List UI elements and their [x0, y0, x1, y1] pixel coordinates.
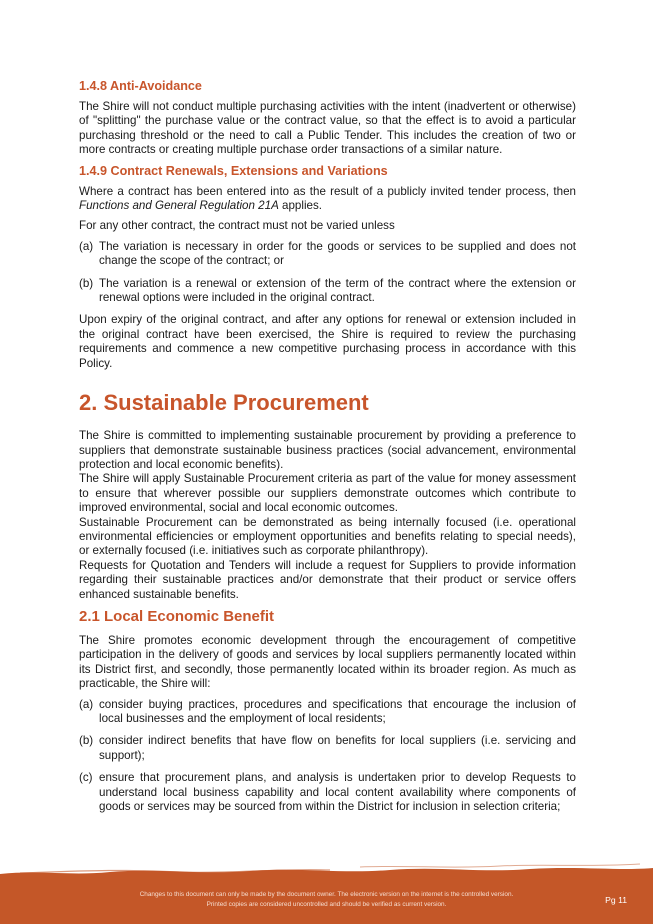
- contract-renewals-paragraph-2: For any other contract, the contract must not be varied unless: [79, 219, 395, 233]
- list-item-text: The variation is necessary in order for the goods or services to be supplied and does not change the scope of the contract; or: [99, 239, 576, 268]
- list-item-label: (a): [79, 239, 94, 253]
- p1-start: Where a contract has been entered into as the result of a publicly invited tender process, then: [79, 184, 576, 198]
- sustainable-paragraph: The Shire will apply Sustainable Procurement criteria as part of the value for money assessment to ensure that wherever possible our suppliers demonstrate outcomes which contribute to improved environmental, social and local economic outcomes.: [79, 472, 576, 515]
- footer-disclaimer: [0, 890, 653, 910]
- heading-contract-renewals: 1.4.9 Contract Renewals, Extensions and Variations: [79, 163, 388, 178]
- list-item: [79, 277, 576, 306]
- p1-end: applies.: [278, 199, 322, 213]
- list-item-text: consider indirect benefits that have flow on benefits for local suppliers (i.e. servicing and support);: [99, 734, 576, 762]
- list-item-label: (b): [79, 276, 94, 290]
- heading-sustainable-procurement: 2. Sustainable Procurement: [79, 390, 369, 416]
- list-item: [79, 771, 576, 814]
- sustainable-paragraph: The Shire is committed to implementing sustainable procurement by providing a preference to suppliers that demonstrate sustainable business practices (social advancement, environmental protection and local economic benefits).: [79, 429, 576, 471]
- list-item-label: (c): [79, 771, 93, 785]
- heading-local-economic-benefit: 2.1 Local Economic Benefit: [79, 607, 275, 625]
- contract-renewals-paragraph-1: [79, 185, 576, 214]
- list-item: [79, 698, 576, 727]
- list-item-label: (b): [79, 734, 94, 748]
- sustainable-paragraph: Sustainable Procurement can be demonstrated as being internally focused (i.e. operational environmental efficiencies or employment opportunities and benefits relating to special needs), or externally focused (i.e. initiatives such as corporate philanthropy).: [79, 515, 576, 558]
- page-footer: [0, 880, 653, 924]
- anti-avoidance-paragraph: The Shire will not conduct multiple purchasing activities with the intent (inadvertent or otherwise) of "splitting" the purchase value or the contract value, so that the effect is to avoid a particular purchasing threshold or the need to call a Public Tender. This includes the creation of two or more contracts or creating multiple purchase order transactions of a similar nature.: [79, 100, 576, 157]
- list-item-text: ensure that procurement plans, and analysis is undertaken prior to develop Requests to understand local business capability and local content availability where components of goods or services may be sourced from within the District for inclusion in selection criteria;: [99, 771, 576, 814]
- list-item-text: The variation is a renewal or extension of the term of the contract where the extension or renewal options were included in the original contract.: [99, 276, 576, 305]
- list-item-label: (a): [79, 697, 94, 711]
- list-item: [79, 734, 576, 763]
- heading-anti-avoidance: 1.4.8 Anti-Avoidance: [79, 79, 202, 93]
- local-economic-paragraph: The Shire promotes economic development through the encouragement of competitive participation in the delivery of goods and services by local suppliers permanently located within its District first, and secondly, those permanently located within its broader region. As much as practicable, the Shire will:: [79, 633, 576, 691]
- footer-line-1: Changes to this document can only be made by the document owner. The electronic version on the internet is the controlled version.: [139, 891, 514, 898]
- sustainable-paragraph: Requests for Quotation and Tenders will include a request for Suppliers to provide information regarding their sustainable practices and/or demonstrate that their product or service offers enhanced sustainable benefits.: [79, 558, 576, 601]
- page-number: Pg 11: [605, 895, 627, 905]
- footer-brush-wave: [0, 860, 653, 880]
- list-item: [79, 240, 576, 269]
- page-content: [79, 79, 576, 822]
- list-item-text: consider buying practices, procedures and specifications that encourage the inclusion of local businesses and the employment of local residents;: [99, 697, 576, 725]
- regulation-reference: Functions and General Regulation 21A: [79, 199, 279, 213]
- footer-line-2: Printed copies are considered uncontrolled and should be verified as current version.: [206, 901, 447, 908]
- contract-renewals-paragraph-3: Upon expiry of the original contract, and after any options for renewal or extension included in the original contract have been exercised, the Shire is required to review the purchasing requirements and commence a new competitive purchasing process in accordance with this Policy.: [79, 313, 576, 370]
